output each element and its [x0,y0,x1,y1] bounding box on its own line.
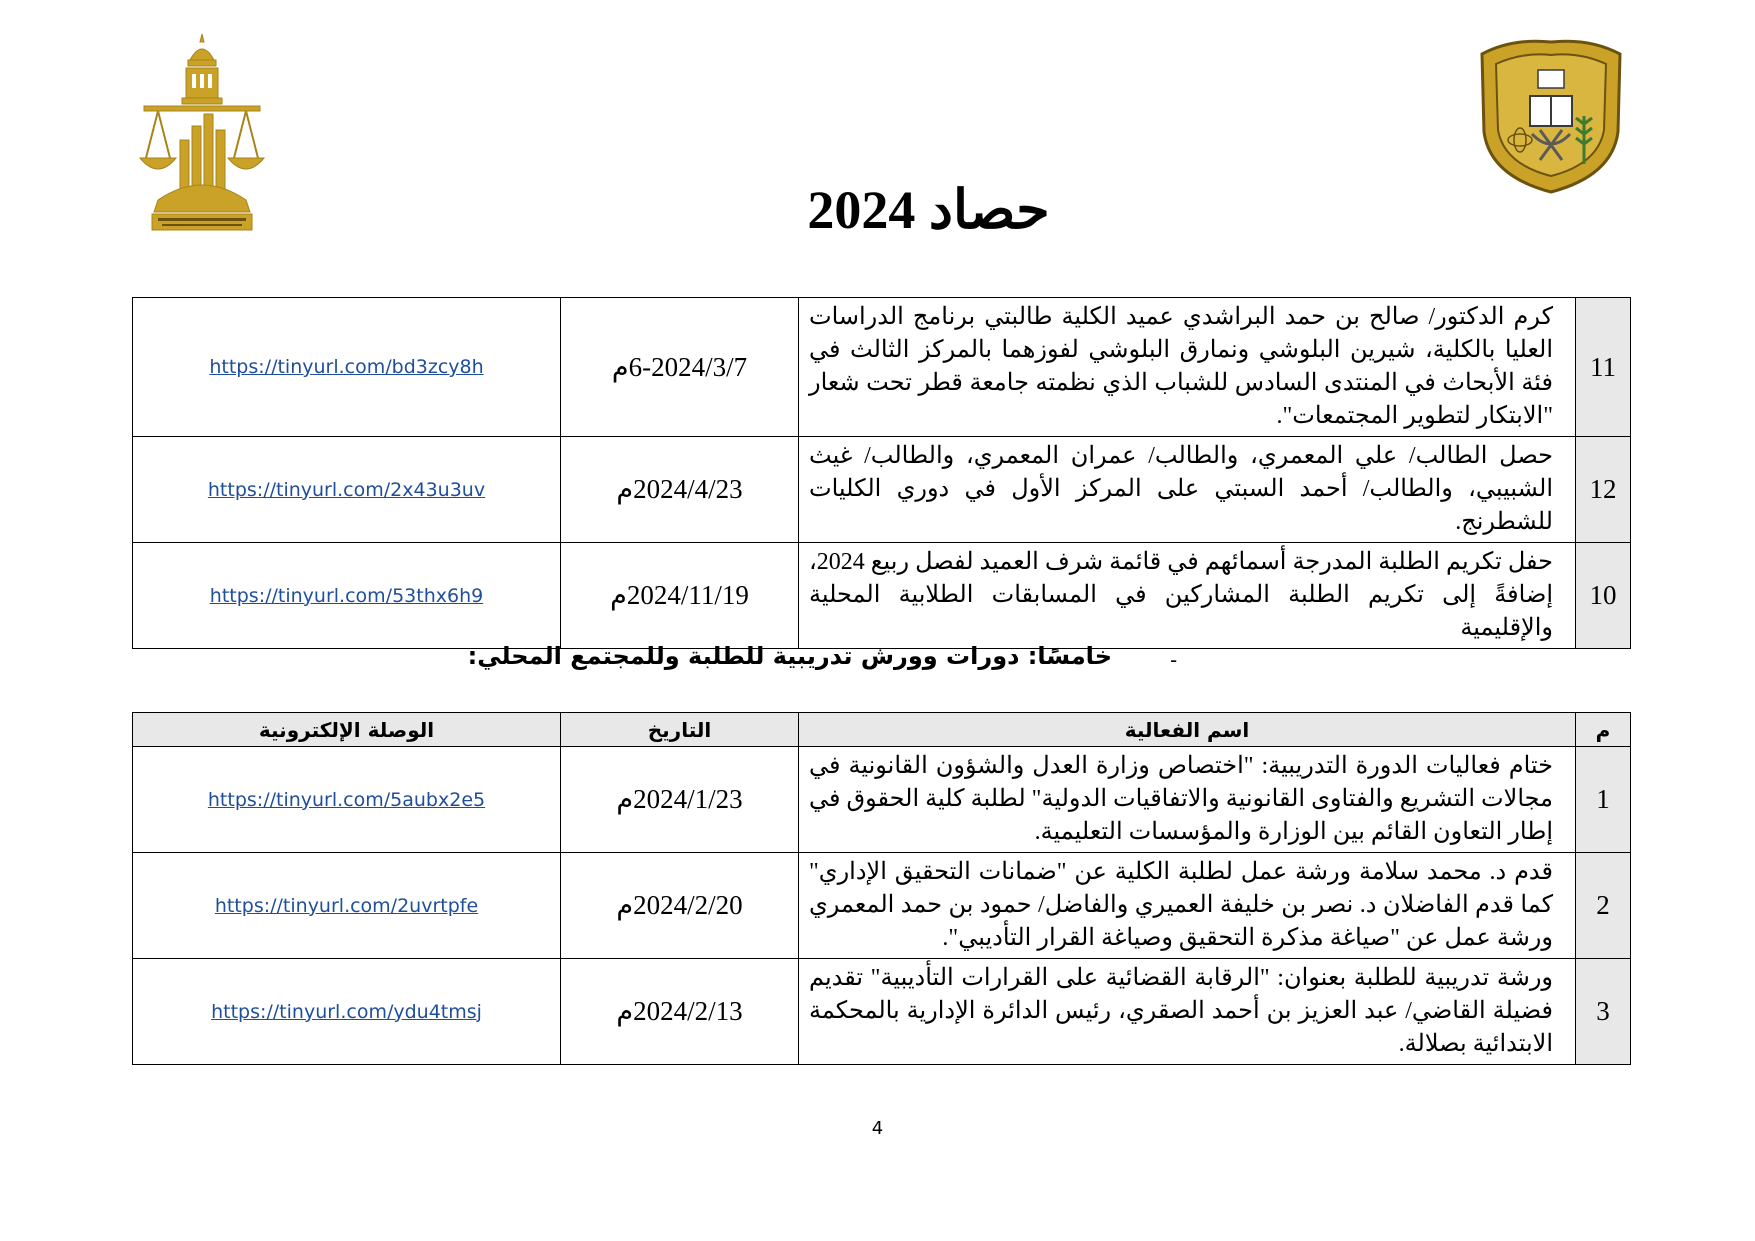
event-description: كرم الدكتور/ صالح بن حمد البراشدي عميد الكلية طالبتي برنامج الدراسات العليا بالكلية، شيرين البلوشي ونمارق البلوشي لفوزهما بالمركز الثالث في فئة الأبحاث في المنتدى السادس للشباب الذي نظمته جامعة قطر تحت شعار "الابتكار لتطوير المجتمعات". [799,298,1576,437]
header-number: م [1576,713,1631,747]
event-description: حفل تكريم الطلبة المدرجة أسمائهم في قائمة شرف العميد لفصل ربيع 2024، إضافةً إلى تكريم الطلبة المشاركين في المسابقات الطلابية المحلية والإقليمية [799,543,1576,649]
table-row [133,959,1631,1065]
event-date: 2024/4/23م [561,437,799,543]
workshops-table [132,712,1631,1065]
achievements-table [132,297,1631,649]
event-link-cell [133,959,561,1065]
event-date: 2024/2/13م [561,959,799,1065]
event-date: 2024/1/23م [561,747,799,853]
row-number: 12 [1576,437,1631,543]
university-crest-logo [1472,36,1630,196]
table-row [133,298,1631,437]
section-heading: خامسًا: دورات وورش تدريبية للطلبة وللمجتمع المحلي: [467,642,1112,670]
row-number: 2 [1576,853,1631,959]
event-link[interactable]: https://tinyurl.com/ydu4tmsj [211,1000,482,1023]
row-number: 10 [1576,543,1631,649]
event-link[interactable]: https://tinyurl.com/2uvrtpfe [214,894,479,917]
event-date: 6-2024/3/7م [561,298,799,437]
page-number: 4 [871,1118,884,1139]
event-description: ورشة تدريبية للطلبة بعنوان: "الرقابة القضائية على القرارات التأديبية" تقديم فضيلة القاضي/ عبد العزيز بن أحمد الصقري، رئيس الدائرة الإدارية بالمحكمة الابتدائية بصلالة. [799,959,1576,1065]
row-number: 11 [1576,298,1631,437]
event-description: قدم د. محمد سلامة ورشة عمل لطلبة الكلية عن "ضمانات التحقيق الإداري" كما قدم الفاضلان د. نصر بن خليفة العميري والفاضل/ حمود بن حمد المعمري ورشة عمل عن "صياغة مذكرة التحقيق وصياغة القرار التأديبي". [799,853,1576,959]
event-link-cell [133,298,561,437]
event-link-cell [133,437,561,543]
table-row [133,747,1631,853]
header-date: التاريخ [561,713,799,747]
event-link-cell [133,543,561,649]
event-description: حصل الطالب/ علي المعمري، والطالب/ عمران المعمري، والطالب/ غيث الشبيبي، والطالب/ أحمد السبتي على المركز الأول في دوري الكليات للشطرنج. [799,437,1576,543]
page-title: حصاد 2024 [807,180,1050,240]
row-number: 1 [1576,747,1631,853]
event-link[interactable]: https://tinyurl.com/2x43u3uv [207,478,486,501]
event-link-cell [133,853,561,959]
table-header-row [133,713,1631,747]
table-row [133,543,1631,649]
event-date: 2024/11/19م [561,543,799,649]
event-link[interactable]: https://tinyurl.com/53thx6h9 [209,584,484,607]
table-row [133,437,1631,543]
event-description: ختام فعاليات الدورة التدريبية: "اختصاص وزارة العدل والشؤون القانونية في مجالات التشريع والفتاوى القانونية والاتفاقيات الدولية" لطلبة كلية الحقوق في إطار التعاون القائم بين الوزارة والمؤسسات التعليمية. [799,747,1576,853]
event-link[interactable]: https://tinyurl.com/5aubx2e5 [207,788,486,811]
row-number: 3 [1576,959,1631,1065]
event-date: 2024/2/20م [561,853,799,959]
header-link: الوصلة الإلكترونية [133,713,561,747]
section-bullet: - [1170,648,1178,672]
header-event-name: اسم الفعالية [799,713,1576,747]
event-link-cell [133,747,561,853]
table-row [133,853,1631,959]
event-link[interactable]: https://tinyurl.com/bd3zcy8h [209,356,484,378]
